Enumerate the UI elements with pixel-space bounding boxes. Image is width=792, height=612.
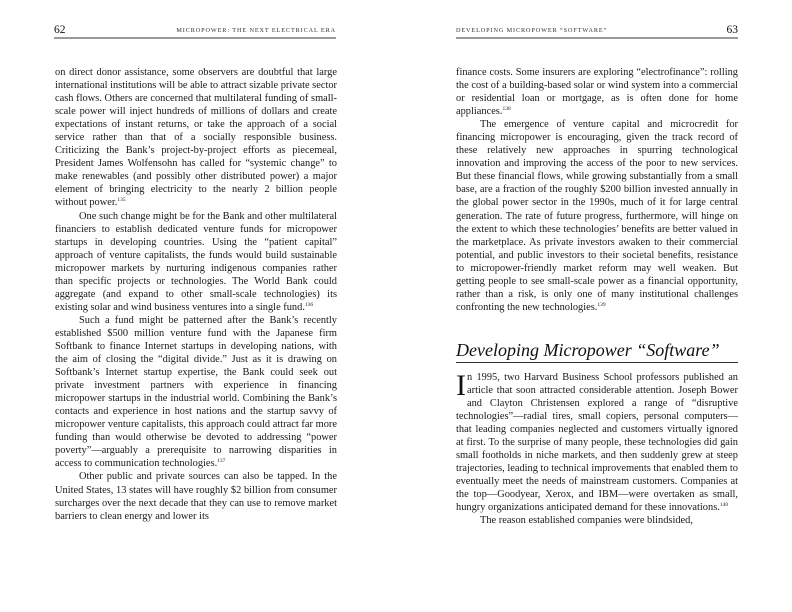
paragraph: In 1995, two Harvard Business School professors published an article that soon attracted considerable attention. Joseph Bower and Clayton Christensen explored a range of “disruptive technologies”—radial tires, small copiers, personal computers—that leading companies neglected and customers virtually ignored at first. To the surprise of many people, these technologies did gain small footholds in niche markets, and then suddenly grew at steep trajectories, leading to technical improvements that enabled them to eventually meet the needs of mainstream customers. Companies at the top—Goodyear, Xerox, and IBM—were overtaken as small, hungry organizations anticipated demand for these innovations.$^{140}$: [456, 368, 738, 514]
footnote-ref: 135: [117, 197, 126, 204]
footnote-ref: 139: [597, 301, 606, 308]
footnote-ref: 140: [719, 502, 729, 509]
footnote-ref: 136: [304, 301, 314, 308]
paragraph: on direct donor assistance, some observers are doubtful that large international institutions will be able to attract sizable private sector cash flows. Others are concerned that multilateral funding of small-scale power will inject hundreds of millions of dollars and create expectations of instant returns, or take the approach of a social service rather than that of a socially responsible business. Criticizing the Bank’s project-by-project efforts as piecemeal, President James Wolfensohn has called for “systemic change” to make renewables (and possibly other distributed power) a major element of bringing electricity to the nearly 2 billion people without power.$^{135}$: [55, 67, 337, 209]
footnote-ref: 138: [502, 106, 511, 113]
paragraph: Other public and private sources can also be tapped. In the United States, 13 states will have roughly $2 billion from consumer surcharges over the next decade that they can use to remove market barriers to clean energy and lower its: [55, 471, 337, 522]
running-head-title: MICROPOWER: THE NEXT ELECTRICAL ERA: [176, 27, 336, 34]
running-head: [54, 22, 336, 39]
page-number: 63: [726, 24, 738, 36]
paragraph: Such a fund might be patterned after the Bank’s recently established $500 million venture fund with the Japanese firm Softbank to finance Internet startups in developing nations, with the aim of closing the “digital divide.” Just as it is drawing on Softbank’s Internet startup expertise, the Bank could seek out private investment partners with experience in financing micropower startups in the industrial world. Combining the Bank’s contacts and experience in host nations and the startup savvy of micropower venture capitalists, this approach could attract far more funding than would otherwise be devoted to addressing “power poverty”—arguably a prerequisite to narrowing disparities in access to communication technologies.$^{137}$: [55, 314, 337, 470]
section-heading: Developing Micropower “Software”: [456, 340, 738, 363]
right-page: [396, 0, 792, 612]
body-text: [456, 66, 738, 527]
running-head: [456, 22, 738, 39]
paragraph: The reason established companies were blindsided,: [480, 515, 693, 527]
running-head-title: DEVELOPING MICROPOWER “SOFTWARE”: [456, 27, 608, 34]
paragraph: The emergence of venture capital and microcredit for financing micropower is encouraging, given the track record of these relatively new approaches in spurring technological innovation and improving the access of the poor to new services. But these financial flows, while growing substantially from a small base, are a fraction of the roughly $200 billion invested annually in the global power sector in the 1990s, much of it for large central generation. The rate of future progress, furthermore, will hinge on the extent to which these technologies’ benefits are better valued in the marketplace. As private investors awaken to their commercial potential, and public investors to their societal benefits, resistance to micropower-friendly market reform may well weaken. But getting people to see small-scale power as a financial opportunity, rather than a risk, is only one of many institutional challenges confronting the new technologies.$^{139}$: [456, 119, 738, 313]
page-number: 62: [54, 24, 66, 36]
paragraph: One such change might be for the Bank and other multilateral financiers to establish dedicated venture funds for micropower startups in developing countries. Using the “patient capital” approach of venture capitalists, the funds would build sustainable micropower markets by nurturing indigenous companies rather than specific projects or technologies. The World Bank could aggregate (and expand to other small-scale technologies) its existing solar and wind business ventures into a single fund.$^{136}$: [55, 210, 337, 313]
drop-cap: I: [456, 368, 466, 402]
body-text: [55, 66, 337, 523]
footnote-ref: 137: [217, 458, 226, 465]
paragraph: finance costs. Some insurers are exploring “electrofinance”: rolling the cost of a building-based solar or wind system into a commercial or residential loan or mortgage, as is often done for home appliances.$^{138}$: [456, 67, 738, 118]
